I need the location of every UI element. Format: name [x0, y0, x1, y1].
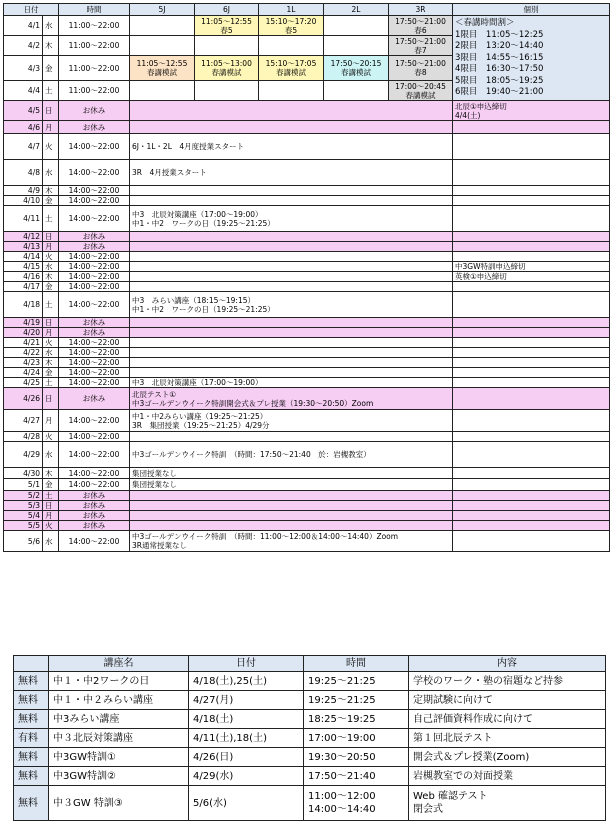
row-kobetsu [453, 338, 610, 348]
schedule-row [4, 186, 610, 196]
row-hours: お休み [59, 121, 130, 134]
row-date: 4/9 [4, 186, 43, 196]
row-weekday: 水 [43, 442, 59, 468]
row-kobetsu [453, 468, 610, 479]
row-hours: 14:00～22:00 [59, 479, 130, 491]
row-weekday: 日 [43, 101, 59, 121]
period-item: 1限目 11:05～12:25 [455, 29, 544, 40]
row-date: 4/7 [4, 134, 43, 160]
row-kobetsu: 北辰①申込締切 4/4(土) [453, 101, 610, 121]
row-hours: 14:00～22:00 [59, 368, 130, 378]
row-weekday: 水 [43, 531, 59, 552]
schedule-row [4, 338, 610, 348]
row-date: 4/19 [4, 318, 43, 328]
schedule-row [4, 242, 610, 252]
row-hours: お休み [59, 318, 130, 328]
course-name: 中３GW 特訓③ [49, 786, 189, 821]
course-fee: 有料 [14, 729, 49, 748]
row-note [130, 501, 453, 511]
header-1l: 1L [259, 4, 324, 16]
course-row [14, 748, 606, 767]
row-note: 集団授業なし [130, 468, 453, 479]
row-date: 4/22 [4, 348, 43, 358]
row-kobetsu [453, 521, 610, 531]
row-kobetsu [453, 368, 610, 378]
schedule-row [4, 252, 610, 262]
course-row [14, 767, 606, 786]
class-slot-6j [195, 36, 259, 56]
course-fee: 無料 [14, 672, 49, 691]
row-hours: 14:00～22:00 [59, 338, 130, 348]
row-hours: 14:00～22:00 [59, 206, 130, 232]
row-kobetsu [453, 292, 610, 318]
row-weekday: 金 [43, 282, 59, 292]
course-name: 中3みらい講座 [49, 710, 189, 729]
course-row [14, 786, 606, 821]
row-note [130, 511, 453, 521]
row-kobetsu [453, 358, 610, 368]
schedule-row [4, 272, 610, 282]
class-slot-6j: 11:05～13:00 春講模試 [195, 56, 259, 81]
class-slot-1l: 15:10～17:20 春5 [259, 16, 324, 36]
row-kobetsu [453, 242, 610, 252]
row-note [130, 432, 453, 442]
row-date: 4/23 [4, 358, 43, 368]
row-weekday: 火 [43, 521, 59, 531]
course-row [14, 729, 606, 748]
period-item: 2限目 13:20～14:40 [455, 41, 544, 51]
course-date: 4/18(土) [189, 710, 304, 729]
row-kobetsu [453, 479, 610, 491]
row-hours: お休み [59, 101, 130, 121]
row-date: 4/15 [4, 262, 43, 272]
course-time: 18:25～19:25 [304, 710, 409, 729]
row-weekday: 日 [43, 232, 59, 242]
row-date: 4/26 [4, 388, 43, 410]
schedule-row [4, 134, 610, 160]
row-kobetsu [453, 328, 610, 338]
row-kobetsu [453, 318, 610, 328]
row-note: 中3ゴールデンウイーク特訓 （時間：11:00～12:00＆14:00～14:40）Zoom 3R通常授業なし [130, 531, 453, 552]
class-slot-2l: 17:50～20:15 春講模試 [324, 56, 389, 81]
class-slot-6j: 11:05～12:55 春5 [195, 16, 259, 36]
row-hours: 14:00～22:00 [59, 410, 130, 432]
course-date: 4/18(土),25(土) [189, 672, 304, 691]
row-weekday: 日 [43, 318, 59, 328]
row-date: 4/18 [4, 292, 43, 318]
row-weekday: 月 [43, 121, 59, 134]
row-weekday: 日 [43, 388, 59, 410]
row-weekday: 日 [43, 501, 59, 511]
row-date: 5/1 [4, 479, 43, 491]
row-date: 5/6 [4, 531, 43, 552]
row-date: 4/16 [4, 272, 43, 282]
header-3r: 3R [389, 4, 453, 16]
row-kobetsu: 英検①申込締切 [453, 272, 610, 282]
row-kobetsu [453, 432, 610, 442]
schedule-row [4, 206, 610, 232]
class-slot-3r: 17:00～20:45 春講模試 [389, 81, 453, 101]
row-weekday: 火 [43, 432, 59, 442]
course-content: 学校のワーク・塾の宿題など持参 [409, 672, 606, 691]
course-header-fee [14, 656, 49, 672]
row-hours: お休み [59, 521, 130, 531]
row-date: 4/29 [4, 442, 43, 468]
row-kobetsu [453, 511, 610, 521]
class-slot-1l: 15:10～17:05 春講模試 [259, 56, 324, 81]
course-header-name: 講座名 [49, 656, 189, 672]
course-time: 19:30～20:50 [304, 748, 409, 767]
row-kobetsu [453, 196, 610, 206]
row-hours: 14:00～22:00 [59, 531, 130, 552]
row-hours: 14:00～22:00 [59, 262, 130, 272]
row-kobetsu [453, 388, 610, 410]
row-weekday: 月 [43, 328, 59, 338]
row-note: 中3 北辰対策講座（17:00～19:00） 中1・中2 ワークの日（19:25～21:25） [130, 206, 453, 232]
course-time: 19:25～21:25 [304, 672, 409, 691]
row-hours: 14:00～22:00 [59, 196, 130, 206]
schedule-row [4, 468, 610, 479]
row-hours: 14:00～22:00 [59, 348, 130, 358]
period-timetable [453, 16, 610, 101]
row-note [130, 358, 453, 368]
course-name: 中１・中2ワークの日 [49, 672, 189, 691]
class-slot-1l [259, 81, 324, 101]
row-note [130, 272, 453, 282]
course-fee: 無料 [14, 710, 49, 729]
period-item: 3限目 14:55～16:15 [455, 52, 544, 63]
row-weekday: 土 [43, 491, 59, 501]
period-item: 6限目 19:40～21:00 [455, 87, 544, 97]
row-weekday: 水 [43, 262, 59, 272]
row-date: 5/5 [4, 521, 43, 531]
row-weekday: 土 [43, 378, 59, 388]
course-date: 5/6(水) [189, 786, 304, 821]
schedule-row [4, 232, 610, 242]
row-date: 4/25 [4, 378, 43, 388]
row-hours: お休み [59, 242, 130, 252]
course-table [13, 655, 606, 821]
period-title: ＜春講時間割＞ [455, 18, 515, 28]
row-hours: お休み [59, 511, 130, 521]
row-date: 4/2 [4, 36, 43, 56]
schedule-row [4, 282, 610, 292]
row-note [130, 101, 453, 121]
class-slot-2l [324, 36, 389, 56]
course-time: 17:50～21:40 [304, 767, 409, 786]
row-weekday: 土 [43, 206, 59, 232]
course-row [14, 691, 606, 710]
class-slot-2l [324, 81, 389, 101]
schedule-row [4, 262, 610, 272]
course-content: 第１回北辰テスト [409, 729, 606, 748]
row-hours: 11:00～22:00 [59, 56, 130, 81]
schedule-row [4, 521, 610, 531]
row-kobetsu [453, 501, 610, 511]
row-hours: 11:00～22:00 [59, 16, 130, 36]
row-date: 4/20 [4, 328, 43, 338]
row-date: 4/28 [4, 432, 43, 442]
course-header-row [14, 656, 606, 672]
row-kobetsu [453, 121, 610, 134]
class-slot-5j [130, 16, 195, 36]
course-fee: 無料 [14, 748, 49, 767]
row-hours: お休み [59, 491, 130, 501]
row-hours: 14:00～22:00 [59, 442, 130, 468]
row-note: 3R 4月授業スタート [130, 160, 453, 186]
row-note [130, 491, 453, 501]
row-hours: 14:00～22:00 [59, 134, 130, 160]
row-weekday: 木 [43, 468, 59, 479]
class-slot-2l [324, 16, 389, 36]
course-date: 4/11(土),18(土) [189, 729, 304, 748]
row-date: 4/13 [4, 242, 43, 252]
row-note [130, 232, 453, 242]
course-content: 岩槻教室での対面授業 [409, 767, 606, 786]
row-kobetsu: 中3GW特訓申込締切 [453, 262, 610, 272]
class-slot-1l [259, 36, 324, 56]
row-date: 4/4 [4, 81, 43, 101]
schedule-row [4, 388, 610, 410]
row-hours: 11:00～22:00 [59, 81, 130, 101]
row-date: 4/24 [4, 368, 43, 378]
schedule-row [4, 101, 610, 121]
row-date: 4/3 [4, 56, 43, 81]
row-kobetsu [453, 378, 610, 388]
row-weekday: 火 [43, 134, 59, 160]
course-name: 中3GW特訓① [49, 748, 189, 767]
row-date: 4/12 [4, 232, 43, 242]
row-kobetsu [453, 252, 610, 262]
row-weekday: 金 [43, 196, 59, 206]
row-note [130, 368, 453, 378]
course-header-date: 日付 [189, 656, 304, 672]
row-note: 中1・中2みらい講座（19:25～21:25） 3R 集団授業（19:25～21:25）4/29分 [130, 410, 453, 432]
course-name: 中3GW特訓② [49, 767, 189, 786]
row-kobetsu [453, 160, 610, 186]
row-date: 4/21 [4, 338, 43, 348]
row-note [130, 186, 453, 196]
row-weekday: 金 [43, 56, 59, 81]
row-kobetsu [453, 442, 610, 468]
row-weekday: 月 [43, 511, 59, 521]
row-date: 4/8 [4, 160, 43, 186]
row-note [130, 242, 453, 252]
schedule-row [4, 442, 610, 468]
schedule-row [4, 432, 610, 442]
schedule-row [4, 368, 610, 378]
row-weekday: 水 [43, 16, 59, 36]
row-date: 4/27 [4, 410, 43, 432]
row-hours: 14:00～22:00 [59, 378, 130, 388]
class-slot-5j [130, 81, 195, 101]
course-content: 開会式＆プレ授業(Zoom) [409, 748, 606, 767]
header-5j: 5J [130, 4, 195, 16]
course-date: 4/26(日) [189, 748, 304, 767]
course-content: 自己評価資料作成に向けて [409, 710, 606, 729]
course-date: 4/27(月) [189, 691, 304, 710]
course-content: Web 確認テスト 閉会式 [409, 786, 606, 821]
course-content: 定期試験に向けて [409, 691, 606, 710]
row-note [130, 282, 453, 292]
class-slot-6j [195, 81, 259, 101]
row-weekday: 土 [43, 292, 59, 318]
row-kobetsu [453, 134, 610, 160]
row-hours: お休み [59, 328, 130, 338]
row-kobetsu [453, 410, 610, 432]
row-note: 中3ゴールデンウイーク特訓 （時間：17:50～21:40 於：岩槻教室） [130, 442, 453, 468]
row-kobetsu [453, 282, 610, 292]
row-date: 4/1 [4, 16, 43, 36]
row-note [130, 121, 453, 134]
schedule-row [4, 479, 610, 491]
row-note [130, 318, 453, 328]
row-note [130, 252, 453, 262]
schedule-header-row [4, 4, 610, 16]
row-note: 集団授業なし [130, 479, 453, 491]
row-weekday: 木 [43, 36, 59, 56]
class-slot-3r: 17:50～21:00 春7 [389, 36, 453, 56]
row-weekday: 水 [43, 348, 59, 358]
row-weekday: 月 [43, 242, 59, 252]
row-kobetsu [453, 491, 610, 501]
row-hours: 14:00～22:00 [59, 282, 130, 292]
row-weekday: 水 [43, 160, 59, 186]
row-note: 6J・1L・2L 4月度授業スタート [130, 134, 453, 160]
schedule-row [4, 358, 610, 368]
header-2l: 2L [324, 4, 389, 16]
row-note [130, 328, 453, 338]
header-kobetsu: 個別 [453, 4, 610, 16]
row-hours: お休み [59, 232, 130, 242]
course-name: 中３北辰対策講座 [49, 729, 189, 748]
schedule-row [4, 378, 610, 388]
schedule-row [4, 531, 610, 552]
schedule-row [4, 328, 610, 338]
course-header-time: 時間 [304, 656, 409, 672]
row-note: 北辰テスト① 中3ゴールデンウイーク特訓開会式＆プレ授業（19:30～20:50）Zoom [130, 388, 453, 410]
row-weekday: 月 [43, 410, 59, 432]
row-hours: 14:00～22:00 [59, 186, 130, 196]
row-date: 4/11 [4, 206, 43, 232]
row-date: 4/10 [4, 196, 43, 206]
row-weekday: 火 [43, 338, 59, 348]
row-note: 中3 みらい講座（18:15～19:15） 中1・中2 ワークの日（19:25～21:25） [130, 292, 453, 318]
april-schedule-table [3, 3, 610, 552]
header-6j: 6J [195, 4, 259, 16]
header-time: 時間 [59, 4, 130, 16]
schedule-row [4, 348, 610, 358]
row-date: 4/17 [4, 282, 43, 292]
row-weekday: 土 [43, 81, 59, 101]
course-fee: 無料 [14, 691, 49, 710]
course-name: 中１・中２みらい講座 [49, 691, 189, 710]
course-row [14, 672, 606, 691]
schedule-row [4, 491, 610, 501]
row-note [130, 338, 453, 348]
row-date: 5/3 [4, 501, 43, 511]
row-date: 4/6 [4, 121, 43, 134]
row-date: 4/30 [4, 468, 43, 479]
row-hours: 14:00～22:00 [59, 160, 130, 186]
course-time: 11:00～12:00 14:00～14:40 [304, 786, 409, 821]
row-weekday: 木 [43, 272, 59, 282]
row-hours: 14:00～22:00 [59, 358, 130, 368]
row-weekday: 火 [43, 252, 59, 262]
course-time: 17:00～19:00 [304, 729, 409, 748]
row-hours: お休み [59, 388, 130, 410]
row-hours: 14:00～22:00 [59, 432, 130, 442]
row-date: 5/2 [4, 491, 43, 501]
course-row [14, 710, 606, 729]
row-hours: 14:00～22:00 [59, 468, 130, 479]
row-date: 4/5 [4, 101, 43, 121]
schedule-row [4, 121, 610, 134]
row-date: 5/4 [4, 511, 43, 521]
row-note [130, 521, 453, 531]
schedule-row [4, 501, 610, 511]
row-hours: 14:00～22:00 [59, 292, 130, 318]
period-item: 5限目 18:05～19:25 [455, 75, 544, 86]
row-note [130, 196, 453, 206]
row-weekday: 木 [43, 186, 59, 196]
course-header-content: 内容 [409, 656, 606, 672]
course-fee: 無料 [14, 786, 49, 821]
schedule-row [4, 160, 610, 186]
row-hours: お休み [59, 501, 130, 511]
course-fee: 無料 [14, 767, 49, 786]
row-note [130, 262, 453, 272]
class-slot-5j [130, 36, 195, 56]
period-item: 4限目 16:30～17:50 [455, 64, 544, 74]
row-kobetsu [453, 531, 610, 552]
row-weekday: 木 [43, 358, 59, 368]
course-date: 4/29(水) [189, 767, 304, 786]
schedule-row [4, 196, 610, 206]
row-hours: 14:00～22:00 [59, 252, 130, 262]
row-kobetsu [453, 232, 610, 242]
class-slot-5j: 11:05～12:55 春講模試 [130, 56, 195, 81]
row-note [130, 348, 453, 358]
row-kobetsu [453, 186, 610, 196]
row-note: 中3 北辰対策講座（17:00～19:00） [130, 378, 453, 388]
schedule-row [4, 292, 610, 318]
row-kobetsu [453, 206, 610, 232]
schedule-row [4, 16, 610, 36]
course-time: 19:25～21:25 [304, 691, 409, 710]
schedule-row [4, 511, 610, 521]
row-hours: 11:00～22:00 [59, 36, 130, 56]
row-date: 4/14 [4, 252, 43, 262]
schedule-row [4, 410, 610, 432]
row-weekday: 金 [43, 368, 59, 378]
class-slot-3r: 17:50～21:00 春6 [389, 16, 453, 36]
row-hours: 14:00～22:00 [59, 272, 130, 282]
header-date: 日付 [4, 4, 59, 16]
schedule-row [4, 318, 610, 328]
row-weekday: 金 [43, 479, 59, 491]
class-slot-3r: 17:50～21:00 春8 [389, 56, 453, 81]
row-kobetsu [453, 348, 610, 358]
